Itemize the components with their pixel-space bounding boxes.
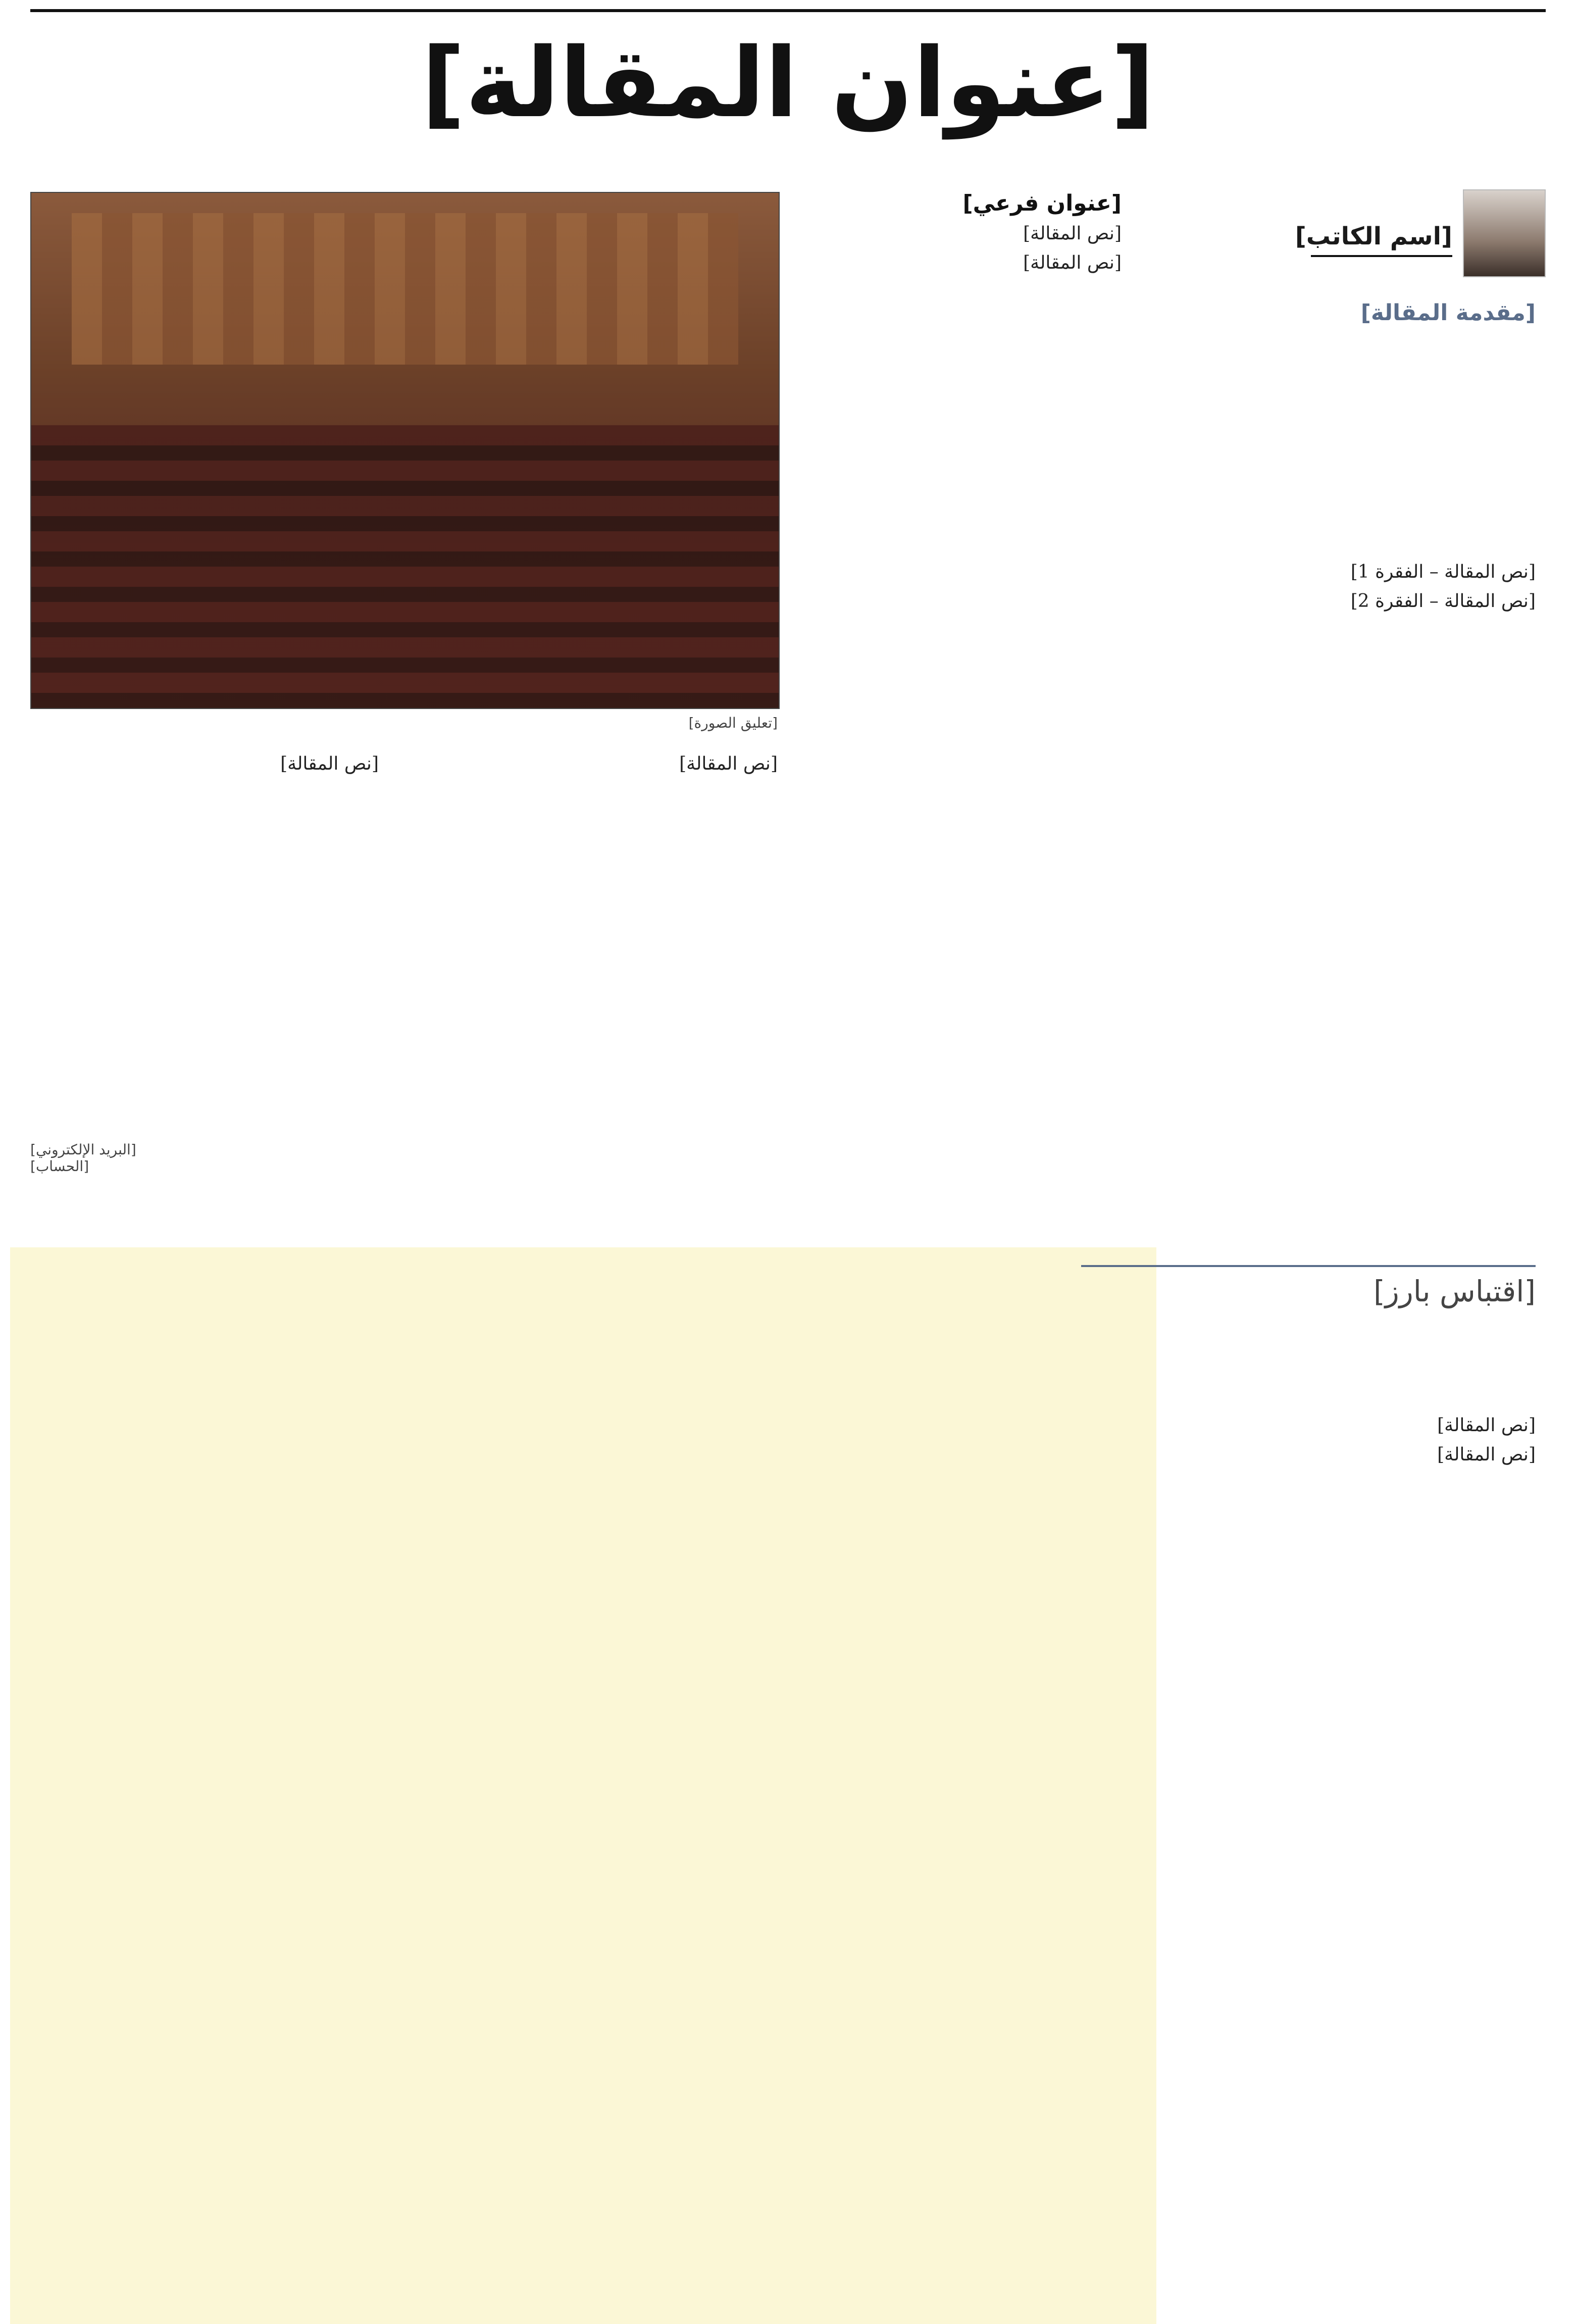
background-highlight	[10, 1247, 1156, 2324]
parliament-hall-photo	[30, 192, 780, 709]
column-middle	[778, 192, 1122, 281]
pullquote-rule	[1081, 1265, 1536, 1267]
column-lower-mid	[394, 752, 778, 782]
byline-rule	[1311, 255, 1452, 257]
author-email[interactable]: [البريد الإلكتروني]	[30, 1141, 136, 1158]
photo-caption: [تعليق الصورة]	[688, 715, 778, 731]
pullquote: [اقتباس بارز]	[1374, 1274, 1536, 1308]
paragraph: [نص المقالة]	[280, 753, 379, 774]
author-photo	[1463, 189, 1546, 277]
headline: [عنوان المقالة]	[421, 27, 1155, 139]
author-signoff	[30, 1141, 268, 1175]
section-subhead: [عنوان فرعي]	[962, 190, 1122, 216]
wood-panel-wall	[72, 213, 738, 365]
column-right-top	[1142, 561, 1536, 619]
top-rule	[30, 9, 1546, 12]
paragraph: [نص المقالة – الفقرة 2]	[1350, 591, 1536, 612]
author-handle[interactable]: [الحساب]	[30, 1158, 89, 1175]
author-name: [اسم الكاتب]	[1295, 222, 1452, 250]
paragraph: [نص المقالة]	[1437, 1444, 1536, 1465]
standfirst: [مقدمة المقالة]	[1360, 300, 1536, 326]
paragraph: [نص المقالة – الفقرة 1]	[1350, 562, 1536, 582]
paragraph: [نص المقالة]	[1023, 223, 1122, 244]
column-right-bottom	[1081, 1414, 1536, 1473]
paragraph: [نص المقالة]	[1437, 1415, 1536, 1436]
paragraph: [نص المقالة]	[1023, 252, 1122, 273]
paragraph: [نص المقالة]	[679, 753, 778, 774]
column-lower-left	[30, 752, 379, 782]
seating-rows	[31, 425, 779, 708]
